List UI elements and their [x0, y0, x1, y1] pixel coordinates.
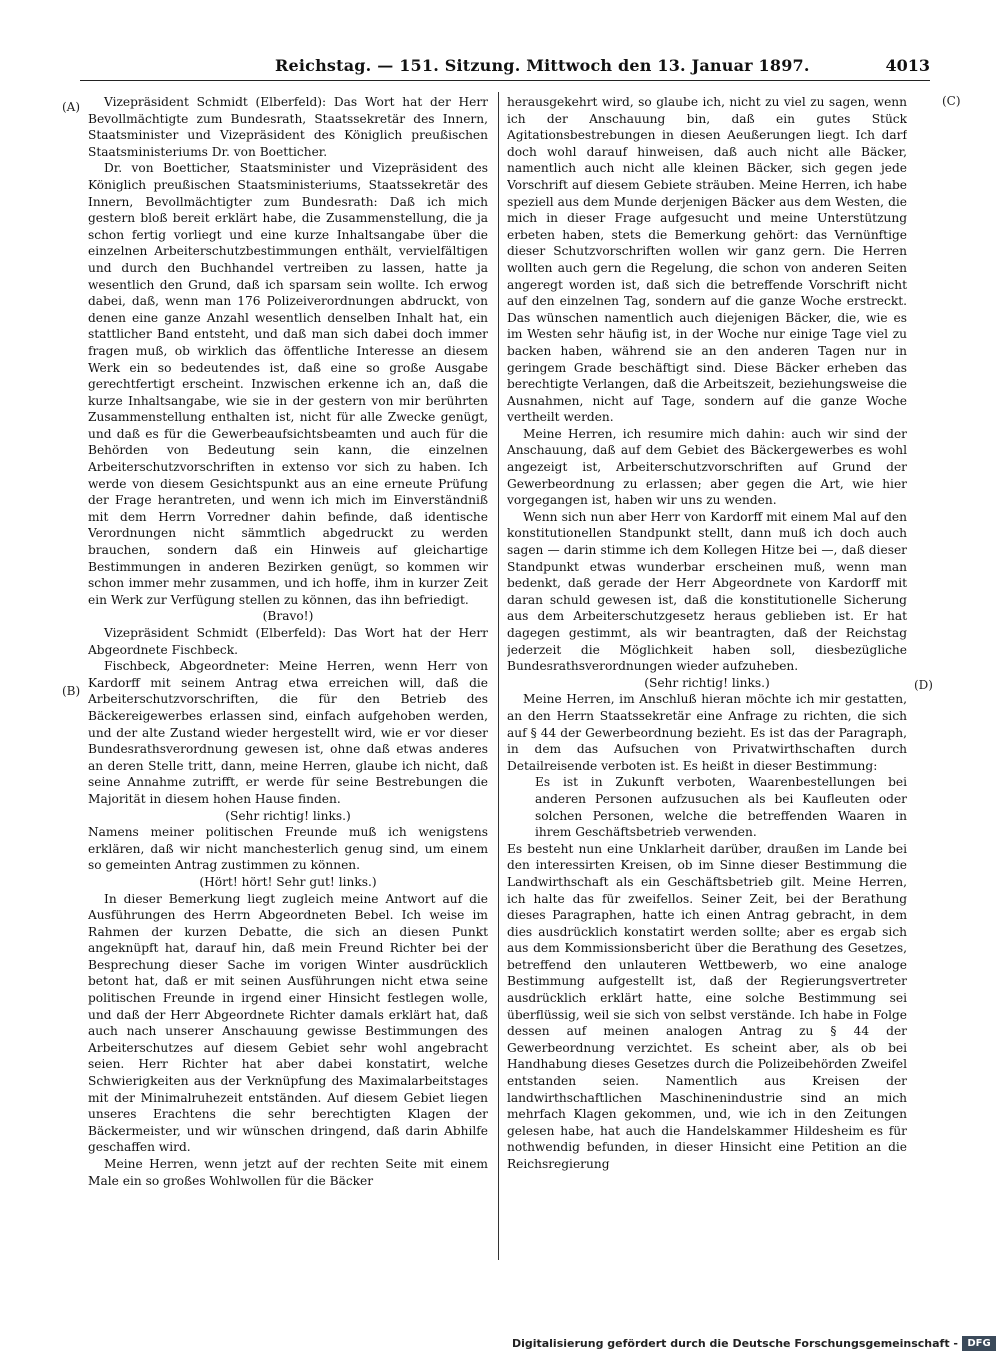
footer-credit: Digitalisierung gefördert durch die Deutsche Forschungsgemeinschaft - — [511, 1337, 958, 1350]
paragraph: Meine Herren, wenn jetzt auf der rechten Seite mit einem Male ein so großes Wohlwollen für die Bäcker — [88, 1157, 488, 1188]
digitization-footer — [0, 1336, 1000, 1353]
page-number: 4013 — [885, 56, 930, 75]
margin-marker-a: (A) — [62, 100, 81, 114]
dfg-logo: DFG — [962, 1336, 996, 1351]
right-column — [507, 94, 907, 1259]
margin-marker-c: (C) — [942, 94, 961, 108]
paragraph: Dr. von Boetticher, Staatsminister und Vizepräsident des Königlich preußischen Staatsministeriums, Staatssekretär des Innern, Bevollmächtigter zum Bundesrath: Daß ich mich gestern bloß bereit erklärt habe, die Zusammenstellung, die ja schon fertig vorliegt und eine kurze Inhaltsangabe über die einzelnen Arbeiterschutzbestimmungen enthält, vervielfältigen und durch den Buchhandel vertreiben zu lassen, hatte ja wesentlich den Grund, daß ich sparsam sein wollte. Ich erwog dabei, daß, wenn man 176 Polizeiverordnungen abdruckt, von denen eine ganze Anzahl wesentlich denselben Inhalt hat, ein stattlicher Band entsteht, und daß man sich dabei doch immer fragen muß, ob wirklich das öffentliche Interesse an diesem Werk ein so bedeutendes ist, daß eine so große Ausgabe gerechtfertigt erscheint. Inzwischen erkenne ich an, daß die kurze Inhaltsangabe, wie sie in der gestern von mir berührten Zusammenstellung enthalten ist, nicht für alle Zwecke genügt, und daß es für die Gewerbeaufsichtsbeamten und auch für die Behörden von Bedeutung sein kann, die einzelnen Arbeiterschutzvorschriften in extenso vor sich zu haben. Ich werde von diesem Gesichtspunkt aus an eine erneute Prüfung der Frage herantreten, und wenn ich mich im Einverständniß mit dem Herrn Vorredner dahin befinde, daß identische Verordnungen nicht sämmtlich abgedruckt zu werden brauchen, sondern daß ein Hinweis auf gleichartige Bestimmungen in anderen Bezirken genügt, so kommen wir schon immer mehr zusammen, und ich hoffe, ihm in kurzer Zeit ein Werk zur Verfügung stellen zu können, das ihn befriedigt. — [88, 161, 488, 607]
interjection: (Bravo!) — [262, 609, 314, 624]
paragraph: Fischbeck, Abgeordneter: Meine Herren, wenn Herr von Kardorff mit seinem Antrag etwa erreichen will, daß die Arbeiterschutzvorschriften, die für den Betrieb des Bäckereigewerbes erlassen sind, einfach aufgehoben werden, und der alte Zustand wieder hergestellt wird, wie er vor dieser Bundesrathsverordnung gewesen ist, ohne daß etwas anderes an deren Stelle tritt, dann, meine Herren, glaube ich nicht, daß seine Annahme zutrifft, er werde für seine Bestrebungen die Majorität in diesem hohen Hause finden. — [88, 659, 488, 806]
paragraph: Es besteht nun eine Unklarheit darüber, draußen im Lande bei den interessirten Kreisen, ob im Sinne dieser Bestimmung die Landwirthschaft als ein Geschäftsbetrieb gilt. Meine Herren, ich halte das für zweifellos. Seiner Zeit, bei der Berathung dieses Paragraphen, hatte ich einen Antrag gebracht, in dem dies ausdrücklich konstatirt werden sollte; aber es ergab sich aus dem Kommissionsbericht über die Berathung des Gesetzes, betreffend den unlauteren Wettbewerb, wo eine analoge Bestimmung aufgestellt ist, daß der Regierungsvertreter ausdrücklich erklärt hatte, eine solche Bestimmung sei überflüssig, weil sie sich von selbst verstände. Ich habe in Folge dessen auf meinen analogen Antrag zu § 44 der Gewerbeordnung verzichtet. Es scheint aber, als ob bei Handhabung dieses Gesetzes durch die Polizeibehörden Zweifel entstanden seien. Namentlich aus Kreisen der landwirthschaftlichen Maschinenindustrie sind an mich mehrfach Klagen gekommen, und, wie ich in den Zeitungen gelesen habe, hat auch die Handelskammer Hildesheim es für nothwendig befunden, in dieser Hinsicht eine Petition an die Reichsregierung — [507, 841, 907, 1171]
interjection: (Sehr richtig! links.) — [225, 808, 351, 823]
interjection: (Sehr richtig! links.) — [644, 675, 770, 690]
paragraph: In dieser Bemerkung liegt zugleich meine Antwort auf die Ausführungen des Herrn Abgeordneten Bebel. Ich weise im Rahmen der kurzen Debatte, die sich an diesen Punkt angeknüpft hat, darauf hin, daß mein Freund Richter bei der Besprechung dieser Sache im vorigen Winter ausdrücklich betont hat, daß er mit seinen Ausführungen nicht etwa seine politischen Freunde in irgend einer Hinsicht festlegen wolle, und daß der Herr Abgeordnete Richter damals erklärt hat, daß auch nach unserer Anschauung gewisse Bestimmungen des Arbeiterschutzes auf diesem Gebiet sehr wohl angebracht seien. Herr Richter hat aber dabei konstatirt, welche Schwierigkeiten aus der Verknüpfung des Maximalarbeitstages mit der Minimalruhezeit entständen. Auf diesem Gebiet liegen unseres Erachtens die sehr berechtigten Klagen der Bäckermeister, und wir wünschen dringend, daß darin Abhilfe geschaffen wird. — [88, 891, 488, 1155]
running-header-title: Reichstag. — 151. Sitzung. Mittwoch den 13. Januar 1897. — [275, 56, 810, 75]
paragraph: herausgekehrt wird, so glaube ich, nicht zu viel zu sagen, wenn ich der Anschauung bin, daß ein gutes Stück Agitationsbestrebungen in diesen Aeußerungen liegt. Ich darf doch wohl darauf hinweisen, daß auch nicht alle Bäcker, namentlich auch nicht alle kleinen Bäcker, sich gegen jede Vorschrift auf diesem Gebiete sträuben. Meine Herren, ich habe speziell aus dem Munde derjenigen Bäcker aus dem Westen, die mich in dieser Frage aufgesucht und meine Unterstützung erbeten haben, stets die Bemerkung gehört: das Vernünftige dieser Schutzvorschriften wollen wir ganz gern. Die Herren wollten auch gern die Regelung, die schon von anderen Seiten angeregt worden ist, daß sich die betreffende Vorschrift nicht auf den einzelnen Tag, sondern auf die ganze Woche erstreckt. Das wünschen namentlich auch diejenigen Bäcker, die, wie es im Westen sehr häufig ist, in der Woche nur einige Tage viel zu backen haben, während sie an den anderen Tagen nur in geringem Grade beschäftigt sind. Diese Bäcker erheben das berechtigte Verlangen, daß die Arbeitszeit, beziehungsweise die Ausnahmen, nicht auf Tage, sondern auf die ganze Woche vertheilt werden. — [507, 95, 907, 425]
paragraph: Meine Herren, im Anschluß hieran möchte ich mir gestatten, an den Herrn Staatssekretär eine Anfrage zu richten, die sich auf § 44 der Gewerbeordnung bezieht. Es ist das der Paragraph, in dem das Aufsuchen von Privatwirthschaften durch Detailreisende verboten ist. Es heißt in dieser Bestimmung: — [507, 692, 907, 773]
paragraph: Wenn sich nun aber Herr von Kardorff mit einem Mal auf den konstitutionellen Standpunkt stellt, dann muß ich doch auch sagen — darin stimme ich dem Kollegen Hitze bei —, daß dieser Standpunkt etwas wunderbar erscheinen muß, wenn man bedenkt, daß gerade der Herr Abgeordnete von Kardorff mit daran schuld gewesen ist, daß die konstitutionelle Sicherung aus dem Arbeiterschutzgesetz heraus geblieben ist. Er hat dagegen gestimmt, als wir beantragten, daß der Reichstag jederzeit die Möglichkeit haben soll, diesbezügliche Bundesrathsverordnungen wieder aufzuheben. — [507, 509, 907, 674]
paragraph: Namens meiner politischen Freunde muß ich wenigstens erklären, daß wir nicht manchesterlich genug sind, um einem so gemeinten Antrag zustimmen zu können. — [88, 825, 488, 873]
interjection: (Hört! hört! Sehr gut! links.) — [199, 874, 377, 889]
quoted-regulation: Es ist in Zukunft verboten, Waarenbestellungen bei anderen Personen aufzusuchen als bei Kaufleuten oder solchen Personen, welche die betreffenden Waaren in ihrem Geschäftsbetrieb verwenden. — [535, 775, 907, 840]
page-header — [80, 56, 930, 82]
paragraph: Vizepräsident Schmidt (Elberfeld): Das Wort hat der Herr Abgeordnete Fischbeck. — [88, 626, 488, 657]
margin-marker-d: (D) — [914, 678, 933, 692]
paragraph: Vizepräsident Schmidt (Elberfeld): Das Wort hat der Herr Bevollmächtigte zum Bundesrath, Staatssekretär des Innern, Staatsminister und Vizepräsident des Königlich preußischen Staatsministeriums Dr. von Boetticher. — [88, 95, 488, 159]
paragraph: Meine Herren, ich resumire mich dahin: auch wir sind der Anschauung, daß auf dem Gebiet des Bäckergewerbes es wohl angezeigt ist, Arbeiterschutzvorschriften auf Grund der Gewerbeordnung zu erlassen; aber gegen die Art, wie hier vorgegangen ist, haben wir uns zu wenden. — [507, 426, 907, 508]
header-rule — [80, 80, 930, 81]
margin-marker-b: (B) — [62, 684, 81, 698]
column-divider — [498, 92, 499, 1260]
left-column — [88, 94, 488, 1259]
